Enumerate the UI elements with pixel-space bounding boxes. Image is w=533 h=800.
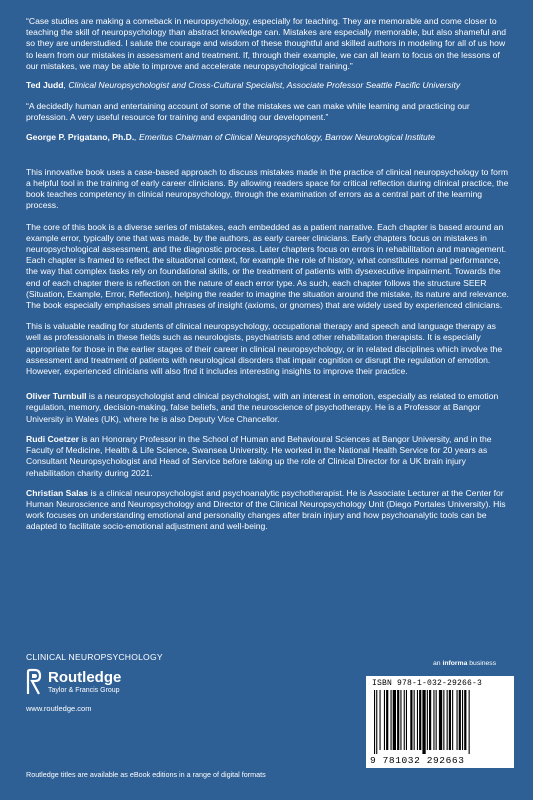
quote-2-attribution (26, 132, 512, 143)
bio-1-text: is a neuropsychologist and clinical psychologist, with an interest in emotion, especially as related to emotion regulation, memory, decision-making, false beliefs, and the neuroscience of psychotherapy. He is a Professor at Bangor University in Wales (UK), where he is also Deputy Vice Chancellor. (26, 391, 499, 424)
description-paragraph-1: This innovative book uses a case-based approach to discuss mistakes made in the practice of clinical neuropsychology to form a helpful tool in the training of early career clinicians. By allowing readers space for critical reflection during clinical practice, the book teaches competency in clinical neuropsychology, through the examination of errors as a central part of the learning process. (26, 166, 509, 211)
bio-2-name: Rudi Coetzer (26, 433, 79, 444)
description-paragraph-3: This is valuable reading for students of clinical neuropsychology, occupational therapy and speech and language therapy as well as professionals in these fields such as neurologists, psychiatrists and other rehabilitation therapists. It is especially appropriate for those in the earlier stages of their career in clinical neuropsychology, or in related disciplines which involve the assessment and treatment of patients with neurological disorders that impair cognition or disrupt the regulation of emotion. However, experienced clinicians will also find it includes interesting insights to improve their practice. (26, 321, 503, 377)
routledge-logo-icon (26, 668, 42, 696)
publisher-url[interactable]: www.routledge.com (26, 704, 92, 713)
publisher-name: Routledge (48, 668, 122, 686)
publisher-logo (26, 668, 121, 696)
quote-2-author: George P. Prigatano, Ph.D. (26, 131, 135, 142)
isbn-label: ISBN 978-1-032-29266-3 (372, 679, 483, 688)
cover-text (26, 16, 512, 542)
quote-1-role: , Clinical Neuropsychologist and Cross-Cultural Specialist, Associate Professor Seattle Pacific University (63, 80, 461, 91)
quote-2: “A decidedly human and entertaining account of some of the mistakes we can make while learning and practicing our profession. A very useful resource for training and expanding our development.” (26, 101, 470, 123)
barcode-panel (366, 676, 514, 768)
barcode-icon (374, 690, 506, 754)
publisher-group: Taylor & Francis Group (48, 686, 120, 694)
subject-category: CLINICAL NEUROPSYCHOLOGY (26, 652, 163, 662)
bio-rudi-coetzer (26, 434, 512, 479)
bio-1-name: Oliver Turnbull (26, 391, 87, 402)
bio-christian-salas (26, 488, 512, 533)
bio-3-text: is a clinical neuropsychologist and psychoanalytic psychotherapist. He is Associate Lecturer at the Center for Human Neuroscience and Neuropsychology and Director of the Clinical Neuropsychology Unit (Diego Portales University). His work focuses on understanding emotional and personality changes after brain injury and how psychoanalytic tools can be adapted to facilitate socio-emotional adjustment and well-being. (26, 487, 506, 532)
quote-1: “Case studies are making a comeback in neuropsychology, especially for teaching. They are memorable and come closer to teaching the skill of neuropsychology than abstract knowledge can. Mistakes are especially memorable, but also shameful and so they are understudied. I salute the courage and wisdom of these thoughtful and skilled authors in modeling for all of us how to learn from our mistakes in assessment and treatment. If, through their example, we can all learn to focus on the lessons of our mistakes, we may be able to improve and accelerate neuropsychological training.” (26, 16, 507, 71)
informa-brand: informa (442, 660, 468, 667)
bio-3-name: Christian Salas (26, 487, 89, 498)
barcode-number: 9 781032 292663 (370, 755, 465, 766)
ebook-note: Routledge titles are available as eBook editions in a range of digital formats (26, 770, 266, 779)
bio-2-text: is an Honorary Professor in the School of Human and Behavioural Sciences at Bangor University, and in the Faculty of Medicine, Health & Life Science, Swansea University. He worked in the National Health Service for 20 years as Consultant Neuropsychologist and Head of Service before taking up the role of Clinical Director for a UK brain injury rehabilitation charity during 2021. (26, 433, 492, 478)
quote-2-role: , Emeritus Chairman of Clinical Neuropsychology, Barrow Neurological Institute (134, 131, 435, 142)
quote-1-attribution (26, 80, 512, 91)
quote-1-author: Ted Judd (26, 80, 64, 91)
description-paragraph-2: The core of this book is a diverse series of mistakes, each embedded as a patient narrative. Each chapter is based around an example error, typically one that was made, by the authors, as early career clinicians. Early chapters focus on mistakes in neuropsychological assessment, and the diagnostic process. Later chapters focus on errors in rehabilitation and management. Each chapter is framed to reflect the situational context, for example the role of history, what constitutes normal performance, the way that complex tasks rely on foundational skills, or the treatment of patients with dysexecutive impairment. Towards the end of each chapter there is reflection on the nature of each error type. As such, each chapter follows the structure SEER (Situation, Example, Error, Reflection), helping the reader to imagine the situation around the mistake, its nature and relevance. The book especially emphasises small phrases of insight (axioms, or gnomes) that are widely used by experienced clinicians. (26, 221, 509, 311)
informa-business-line: an informa business (433, 660, 497, 667)
bio-oliver-turnbull (26, 391, 512, 425)
